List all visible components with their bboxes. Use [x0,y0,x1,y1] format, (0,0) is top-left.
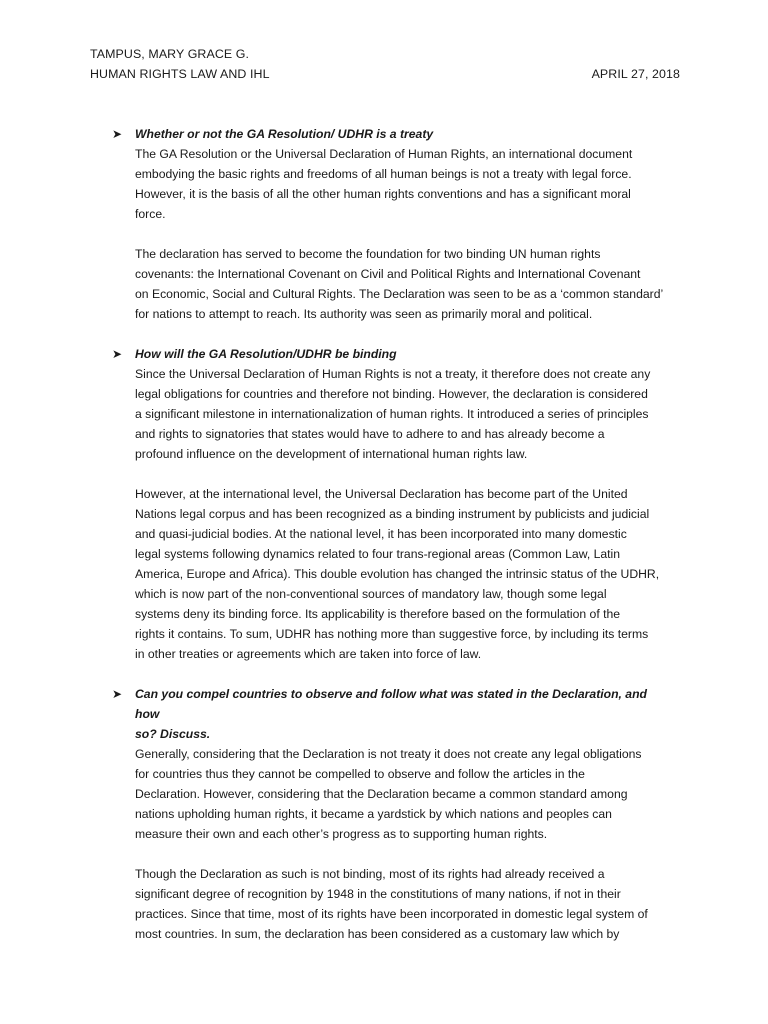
paragraph [135,244,672,324]
arrow-bullet-icon: ➤ [112,687,123,701]
paragraph-line: However, it is the basis of all the other human rights conventions and has a significant moral [135,187,631,201]
paragraph-line: and quasi-judicial bodies. At the national level, it has been incorporated into many domestic [135,527,627,541]
paragraph-line: nations upholding human rights, it became a yardstick by which nations and peoples can [135,807,612,821]
header-row-course [90,64,680,84]
arrow-bullet-icon: ➤ [112,127,123,141]
paragraph-line: profound influence on the development of international human rights law. [135,447,528,461]
paragraph-line: Nations legal corpus and has been recognized as a binding instrument by publicists and judicial [135,507,650,521]
section-compel [112,684,672,944]
paragraph-line: measure their own and each other’s progress as to supporting human rights. [135,827,548,841]
paragraph-line: for nations to attempt to reach. Its authority was seen as primarily moral and political. [135,307,593,321]
question-heading [112,344,672,364]
paragraph-line: on Economic, Social and Cultural Rights. The Declaration was seen to be as a ‘common standard’ [135,287,664,301]
paragraph-line: and rights to signatories that states would have to adhere to and has already become a [135,427,605,441]
header-row-author [90,44,680,64]
paragraph-line: rights it contains. To sum, UDHR has nothing more than suggestive force, by including its terms [135,627,649,641]
paragraph-line: Since the Universal Declaration of Human Rights is not a treaty, it therefore does not create any [135,367,651,381]
paragraph-line: covenants: the International Covenant on Civil and Political Rights and International Covenant [135,267,641,281]
section-binding [112,344,672,664]
paragraph-line: which is now part of the non-conventional sources of mandatory law, though some legal [135,587,607,601]
paragraph-line: practices. Since that time, most of its rights have been incorporated in domestic legal system of [135,907,648,921]
paragraph-line: a significant milestone in internationalization of human rights. It introduced a series of principles [135,407,649,421]
arrow-bullet-icon: ➤ [112,347,123,361]
paragraph-line: legal systems following dynamics related to four trans-regional areas (Common Law, Latin [135,547,621,561]
question-heading [112,684,672,744]
paragraph-line: embodying the basic rights and freedoms of all human beings is not a treaty with legal force. [135,167,632,181]
paragraph-line: systems deny its binding force. Its applicability is therefore based on the formulation of the [135,607,621,621]
question-line: How will the GA Resolution/UDHR be binding [135,347,397,361]
paragraph-line: Declaration. However, considering that the Declaration became a common standard among [135,787,628,801]
section-treaty [112,124,672,324]
paragraph-line: America, Europe and Africa). This double evolution has changed the intrinsic status of the UDHR, [135,567,660,581]
paragraph-line: The GA Resolution or the Universal Declaration of Human Rights, an international document [135,147,633,161]
paragraph [135,144,672,224]
course-title: HUMAN RIGHTS LAW AND IHL [90,67,270,81]
paragraph-line: in other treaties or agreements which are taken into force of law. [135,647,482,661]
paragraph-line: force. [135,207,166,221]
question-heading [112,124,672,144]
author-name: TAMPUS, MARY GRACE G. [90,47,250,61]
document-body [112,124,672,944]
paragraph-line: significant degree of recognition by 1948 in the constitutions of many nations, if not in their [135,887,621,901]
question-line: Whether or not the GA Resolution/ UDHR is a treaty [135,127,434,141]
document-date: APRIL 27, 2018 [591,67,680,81]
question-line: so? Discuss. [135,727,211,741]
paragraph [135,744,672,844]
paragraph [135,864,672,944]
paragraph [135,364,672,464]
paragraph-line: The declaration has served to become the foundation for two binding UN human rights [135,247,601,261]
paragraph-line: legal obligations for countries and therefore not binding. However, the declaration is considered [135,387,648,401]
paragraph-line: Though the Declaration as such is not binding, most of its rights had already received a [135,867,605,881]
question-line: Can you compel countries to observe and follow what was stated in the Declaration, and how [135,687,647,721]
paragraph-line: most countries. In sum, the declaration has been considered as a customary law which by [135,927,620,941]
paragraph-line: However, at the international level, the Universal Declaration has become part of the United [135,487,628,501]
document-header [90,44,680,84]
paragraph-line: Generally, considering that the Declaration is not treaty it does not create any legal obligations [135,747,642,761]
paragraph [135,484,672,664]
paragraph-line: for countries thus they cannot be compelled to observe and follow the articles in the [135,767,585,781]
